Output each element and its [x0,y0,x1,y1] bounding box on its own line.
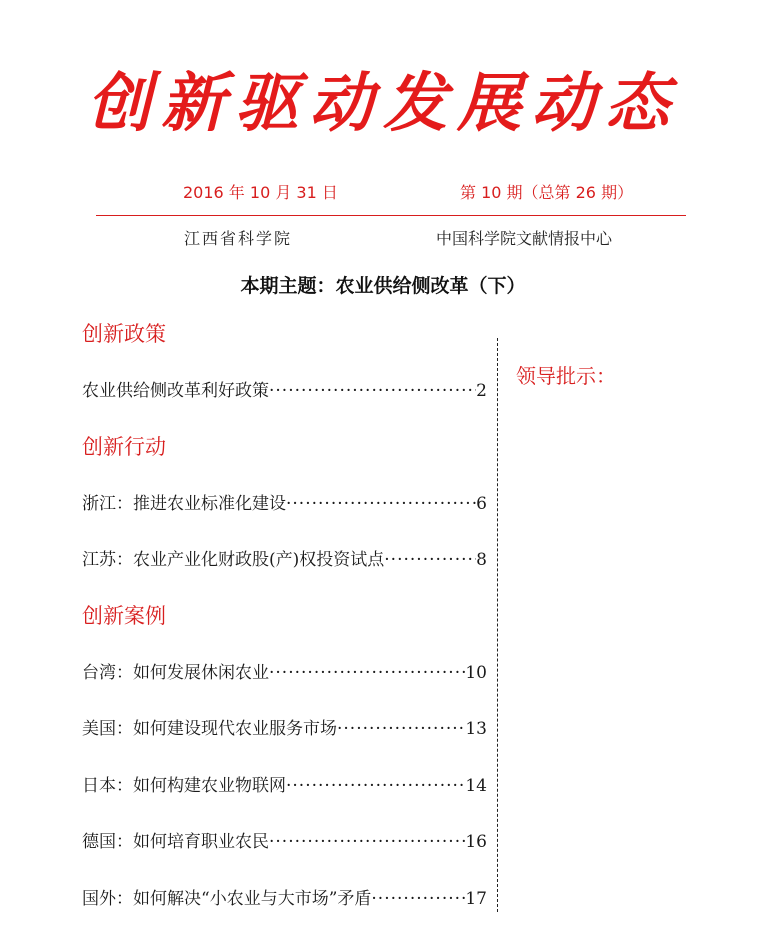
toc-item[interactable] [82,771,487,796]
toc-item-title: 国外：如何解决“小农业与大市场”矛盾 [82,889,372,909]
toc-item[interactable] [82,827,487,852]
toc-item-page: 17 [465,889,487,909]
toc-leader-dots [269,832,465,852]
toc-item-page: 14 [465,776,487,796]
section-heading-policy: 创新政策 [82,322,166,346]
header-rule [96,215,686,216]
toc-leader-dots [384,550,476,570]
issue-number: 第 10 期（总第 26 期） [460,183,634,202]
toc-item-page: 2 [476,381,487,401]
toc-item-title: 浙江：推进农业标准化建设 [82,494,286,514]
toc-item-page: 8 [476,550,487,570]
toc-item-page: 6 [476,494,487,514]
toc-item-page: 10 [465,663,487,683]
org-partner: 中国科学院文献情报中心 [436,229,613,248]
toc-item[interactable] [82,658,487,683]
section-heading-action: 创新行动 [82,435,166,459]
toc-leader-dots [337,719,465,739]
toc-item-title: 农业供给侧改革利好政策 [82,381,269,401]
toc-item-title: 江苏：农业产业化财政股(产)权投资试点 [82,550,385,570]
toc-item-title: 德国：如何培育职业农民 [82,832,269,852]
toc-item-page: 13 [465,719,487,739]
toc-leader-dots [371,889,465,909]
toc-item-title: 美国：如何建设现代农业服务市场 [82,719,337,739]
dashed-divider [497,338,498,912]
toc-leader-dots [269,663,465,683]
toc-leader-dots [286,494,476,514]
toc-item[interactable] [82,489,487,514]
org-publisher: 江西省科学院 [184,229,293,248]
toc-item[interactable] [82,714,487,739]
toc-item-title: 日本：如何构建农业物联网 [82,776,286,796]
leader-instructions-label: 领导批示： [516,364,616,388]
toc-item[interactable] [82,884,487,909]
toc-item-page: 16 [465,832,487,852]
section-heading-cases: 创新案例 [82,604,166,628]
toc-item-title: 台湾：如何发展休闲农业 [82,663,269,683]
toc-item[interactable] [82,376,487,401]
toc-leader-dots [286,776,465,796]
masthead-title: 创新驱动发展动态 [87,66,679,141]
issue-date: 2016 年 10 月 31 日 [183,183,338,202]
issue-theme: 本期主题：农业供给侧改革（下） [240,275,526,297]
toc-item[interactable] [82,545,487,570]
toc-leader-dots [269,381,476,401]
